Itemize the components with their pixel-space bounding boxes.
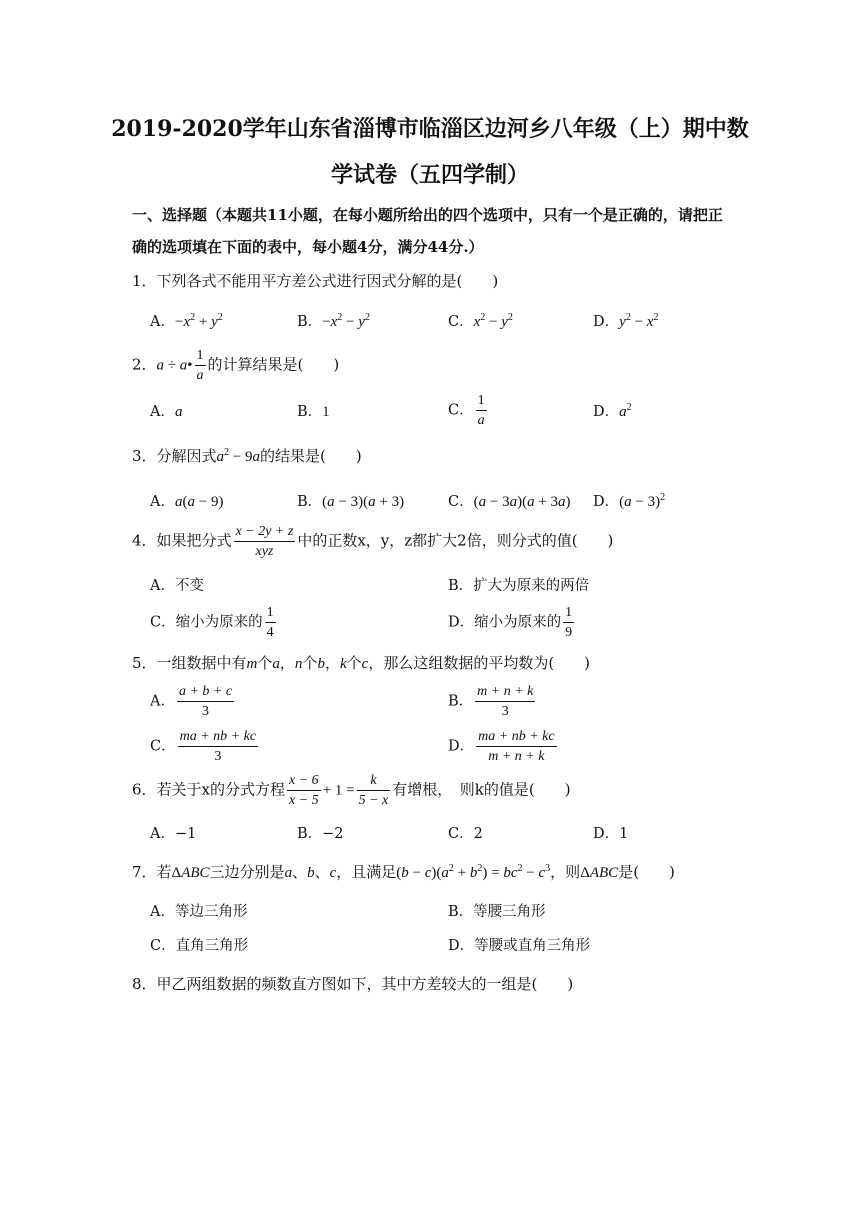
question-8: 8．甲乙两组数据的频数直方图如下，其中方差较大的一组是( )	[132, 975, 574, 993]
q4-option-a: A．不变	[150, 578, 204, 594]
question-5: 5．一组数据中有m个a，n个b，k个c，那么这组数据的平均数为( )	[132, 654, 591, 672]
q2-option-d: D．$a^2$	[593, 402, 632, 420]
q1-option-a: A．$-x^2 + y^2$	[150, 312, 223, 330]
q4-option-d-label: D．缩小为原来的	[448, 614, 562, 631]
question-4: 4．如果把分式 $\frac{x - 2y + z}{\text{xyz}}$ 中的正数x，y，z都扩大2倍，则分式的值( )	[132, 524, 614, 559]
q6-option-d: D．1	[593, 826, 629, 842]
q2-option-b: B．1	[297, 404, 330, 420]
q2-option-c: C． $\frac{1}{a}$	[448, 393, 485, 428]
q7-option-b: B．等腰三角形	[448, 904, 546, 920]
q4-option-d: D．缩小为原来的 $\frac{1}{9}$	[448, 605, 573, 640]
q2-option-a: A．a	[150, 404, 183, 420]
page-title: 2019-2020学年山东省淄博市临淄区边河乡八年级（上）期中数	[111, 116, 749, 142]
q7-option-a: A．等边三角形	[150, 904, 248, 920]
q6-option-a: A．−1	[150, 826, 197, 842]
q7-option-c: C．直角三角形	[150, 938, 249, 954]
q6-option-b: B．−2	[297, 826, 344, 842]
q6-lead: 6．若关于x的分式方程	[132, 780, 286, 799]
q5-option-c: C． $\frac{ma + nb + kc}{3}$	[150, 729, 257, 764]
q4-lead: 4．如果把分式	[132, 531, 232, 550]
q4-option-c: C．缩小为原来的 $\frac{1}{4}$	[150, 605, 274, 640]
q5-option-a: A． $\frac{a + b + c}{3}$	[150, 684, 233, 719]
q3-option-d: D．$(a - 3)^2$	[593, 492, 666, 510]
q3-option-c: C．(a − 3a)(a + 3a)	[448, 494, 571, 510]
q7-option-d: D．等腰或直角三角形	[448, 938, 591, 954]
section-header-line2: 确的选项填在下面的表中，每小题4分，满分44分.）	[132, 238, 484, 256]
q5-option-b: B． $\frac{m + n + k}{3}$	[448, 684, 534, 719]
question-3: 3．分解因式$a^2 - 9a$的结果是( )	[132, 447, 362, 465]
q4-option-b: B．扩大为原来的两倍	[448, 578, 590, 594]
q4-option-c-label: C．缩小为原来的	[150, 614, 263, 631]
q6-text: 有增根， 则k的值是( )	[392, 780, 571, 799]
page-title-line2: 学试卷（五四学制）	[330, 162, 529, 188]
q2-number: 2．	[132, 355, 157, 374]
q1-option-d: D．$y^2 - x^2$	[593, 312, 659, 330]
q5-option-d: D． $\frac{ma + nb + kc}{m + n + k}$	[448, 729, 555, 764]
question-7: 7．若ΔABC三边分别是a、b、c，且满足$(b - c)(a^2 + b^2) = bc^2 - c^3$，则ΔABC是( )	[132, 863, 675, 881]
q3-option-a: A．a(a − 9)	[150, 494, 224, 510]
q1-option-c: C．$x^2 - y^2$	[448, 312, 513, 330]
q1-option-b: B．$-x^2 - y^2$	[297, 312, 370, 330]
question-1: 1．下列各式不能用平方差公式进行因式分解的是( )	[132, 272, 499, 290]
q2-text: 的计算结果是( )	[207, 355, 340, 374]
question-2: 2．a ÷ a• $\frac{1}{a}$ 的计算结果是( )	[132, 348, 340, 383]
question-6: 6．若关于x的分式方程 $\frac{x - 6}{x - 5}$ + 1 = $\frac{k}{5 - x}$ 有增根， 则k的值是( )	[132, 773, 571, 808]
section-header: 一、选择题（本题共11小题，在每小题所给出的四个选项中，只有一个是正确的，请把正	[132, 206, 723, 224]
q6-option-c: C．2	[448, 826, 483, 842]
q4-text: 中的正数x，y，z都扩大2倍，则分式的值( )	[297, 531, 614, 550]
q3-option-b: B．(a − 3)(a + 3)	[297, 494, 405, 510]
